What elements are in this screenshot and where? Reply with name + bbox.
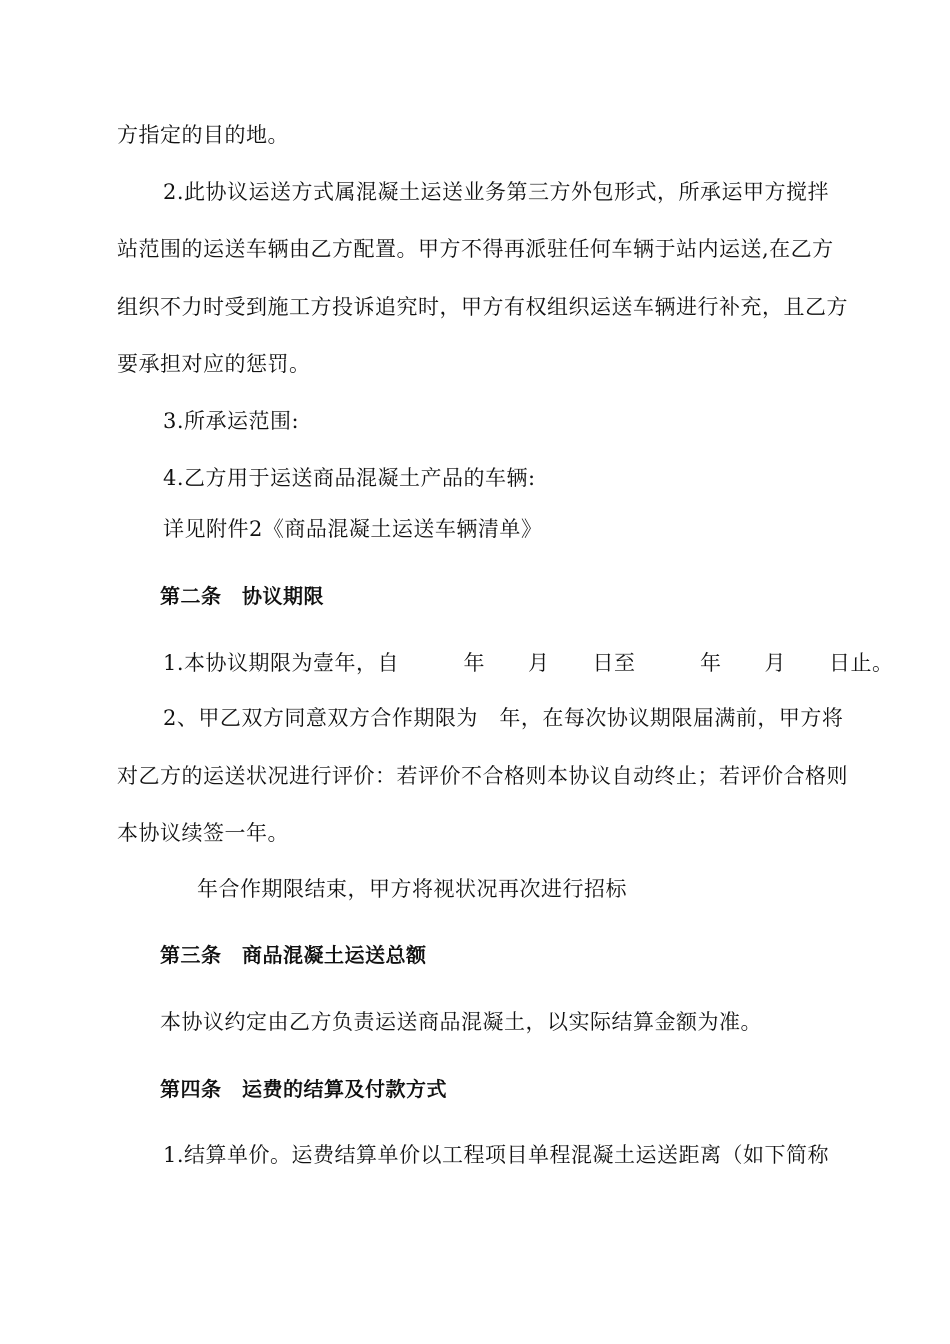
paragraph-line: 要承担对应的惩罚。 <box>117 352 311 376</box>
paragraph-line: 1.结算单价。运费结算单价以工程项目单程混凝土运送距离（如下简称 <box>163 1143 830 1167</box>
paragraph-line: 2、甲乙双方同意双方合作期限为 年，在每次协议期限届满前，甲方将 <box>163 706 844 730</box>
paragraph-line: 本协议续签一年。 <box>117 821 289 845</box>
paragraph-line: 2.此协议运送方式属混凝土运送业务第三方外包形式，所承运甲方搅拌 <box>163 180 830 204</box>
paragraph-line: 方指定的目的地。 <box>117 123 289 147</box>
paragraph-line: 对乙方的运送状况进行评价：若评价不合格则本协议自动终止；若评价合格则 <box>117 764 848 788</box>
paragraph-line: 详见附件2《商品混凝土运送车辆清单》 <box>163 517 543 541</box>
paragraph-line: 本协议约定由乙方负责运送商品混凝土，以实际结算金额为准。 <box>160 1010 762 1034</box>
paragraph-line: 组织不力时受到施工方投诉追究时，甲方有权组织运送车辆进行补充，且乙方 <box>117 295 848 319</box>
paragraph-line: 1.本协议期限为壹年，自 年 月 日至 年 月 日止。 <box>163 651 894 675</box>
paragraph-line: 站范围的运送车辆由乙方配置。甲方不得再派驻任何车辆于站内运送,在乙方 <box>117 237 834 261</box>
section-heading-4: 第四条 运费的结算及付款方式 <box>160 1077 447 1101</box>
paragraph-line: 3.所承运范围: <box>163 409 300 433</box>
section-heading-2: 第二条 协议期限 <box>160 584 324 608</box>
paragraph-line: 4.乙方用于运送商品混凝土产品的车辆: <box>163 466 536 490</box>
section-heading-3: 第三条 商品混凝土运送总额 <box>160 943 427 967</box>
paragraph-line: 年合作期限结束，甲方将视状况再次进行招标 <box>197 877 627 901</box>
